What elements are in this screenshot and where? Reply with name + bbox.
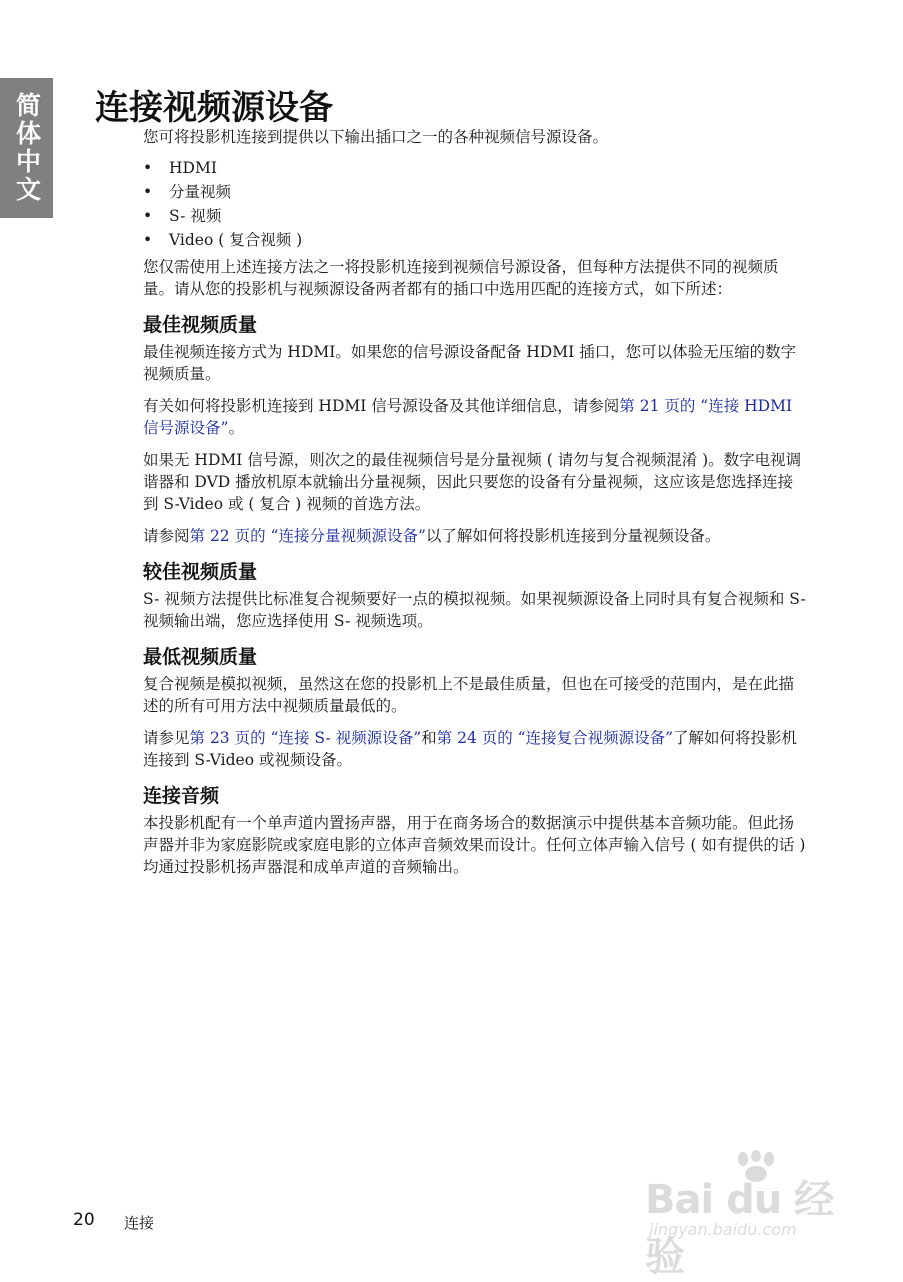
link-hdmi-page-21[interactable]: 第 21 页的 “连接 HDMI 信号源设备” xyxy=(143,397,793,437)
language-tab-label: 简体中文 xyxy=(12,92,42,204)
list-item xyxy=(143,228,808,252)
best-quality-heading: 最佳视频质量 xyxy=(143,314,258,336)
list-item-label: S- 视频 xyxy=(169,207,222,225)
text-span: 请参见 xyxy=(143,729,190,747)
main-content xyxy=(143,126,808,878)
bullet-icon: • xyxy=(143,207,153,225)
bullet-icon: • xyxy=(143,231,153,249)
list-item xyxy=(143,156,808,180)
text-span: 请参阅 xyxy=(143,527,190,545)
list-item xyxy=(143,180,808,204)
text-span: 以了解如何将投影机连接到分量视频设备。 xyxy=(425,527,721,545)
language-side-tab xyxy=(0,78,53,218)
best-paragraph-3: 如果无 HDMI 信号源，则次之的最佳视频信号是分量视频 ( 请勿与复合视频混淆 )。数字电视调谐器和 DVD 播放机原本就输出分量视频，因此只要您的设备有分量视频，这应该是您选择连接到 S-Video 或 ( 复合 ) 视频的首选方法。 xyxy=(143,451,802,513)
bullet-icon: • xyxy=(143,159,153,177)
link-component-page-22[interactable]: 第 22 页的 “连接分量视频源设备” xyxy=(189,527,426,545)
summary-paragraph: 您仅需使用上述连接方法之一将投影机连接到视频信号源设备，但每种方法提供不同的视频质量。请从您的投影机与视频源设备两者都有的插口中选用匹配的连接方式，如下所述： xyxy=(143,258,779,298)
best-paragraph-4 xyxy=(143,525,808,547)
baidu-watermark xyxy=(645,1150,855,1280)
list-item xyxy=(143,204,808,228)
best-paragraph-2 xyxy=(143,395,808,439)
link-svideo-page-23[interactable]: 第 23 页的 “连接 S- 视频源设备” xyxy=(189,729,422,747)
video-input-list xyxy=(143,156,808,252)
watermark-url: jingyan.baidu.com xyxy=(649,1220,797,1239)
audio-paragraph-1: 本投影机配有一个单声道内置扬声器，用于在商务场合的数据演示中提供基本音频功能。但此扬声器并非为家庭影院或家庭电影的立体声音频效果而设计。任何立体声输入信号 ( 如有提供的话 ) 均通过投影机扬声器混和成单声道的音频输出。 xyxy=(143,814,806,876)
bullet-icon: • xyxy=(143,183,153,201)
lowest-paragraph-2 xyxy=(143,727,808,771)
text-span: 。 xyxy=(228,419,244,437)
page-number: 20 xyxy=(73,1210,95,1230)
page-title: 连接视频源设备 xyxy=(95,88,333,128)
watermark-logo: Bai du 经验 xyxy=(645,1177,834,1280)
lowest-paragraph-1: 复合视频是模拟视频，虽然这在您的投影机上不是最佳质量，但也在可接受的范围内，是在此描述的所有可用方法中视频质量最低的。 xyxy=(143,675,795,715)
intro-paragraph: 您可将投影机连接到提供以下输出插口之一的各种视频信号源设备。 xyxy=(143,128,609,146)
text-span: 了解如何将投影机连接到 S-Video 或视频设备。 xyxy=(143,729,798,769)
lowest-quality-heading: 最低视频质量 xyxy=(143,646,258,668)
best-paragraph-1: 最佳视频连接方式为 HDMI。如果您的信号源设备配备 HDMI 插口，您可以体验无压缩的数字视频质量。 xyxy=(143,343,797,383)
better-paragraph-1: S- 视频方法提供比标准复合视频要好一点的模拟视频。如果视频源设备上同时具有复合视频和 S- 视频输出端，您应选择使用 S- 视频选项。 xyxy=(143,590,806,630)
list-item-label: Video ( 复合视频 ) xyxy=(169,231,303,249)
list-item-label: 分量视频 xyxy=(169,183,232,201)
text-span: 有关如何将投影机连接到 HDMI 信号源设备及其他详细信息，请参阅 xyxy=(143,397,620,415)
link-composite-page-24[interactable]: 第 24 页的 “连接复合视频源设备” xyxy=(436,729,674,747)
text-span: 和 xyxy=(421,729,437,747)
list-item-label: HDMI xyxy=(169,159,217,177)
better-quality-heading: 较佳视频质量 xyxy=(143,561,258,583)
footer-section-label: 连接 xyxy=(124,1214,155,1232)
audio-heading: 连接音频 xyxy=(143,785,220,807)
